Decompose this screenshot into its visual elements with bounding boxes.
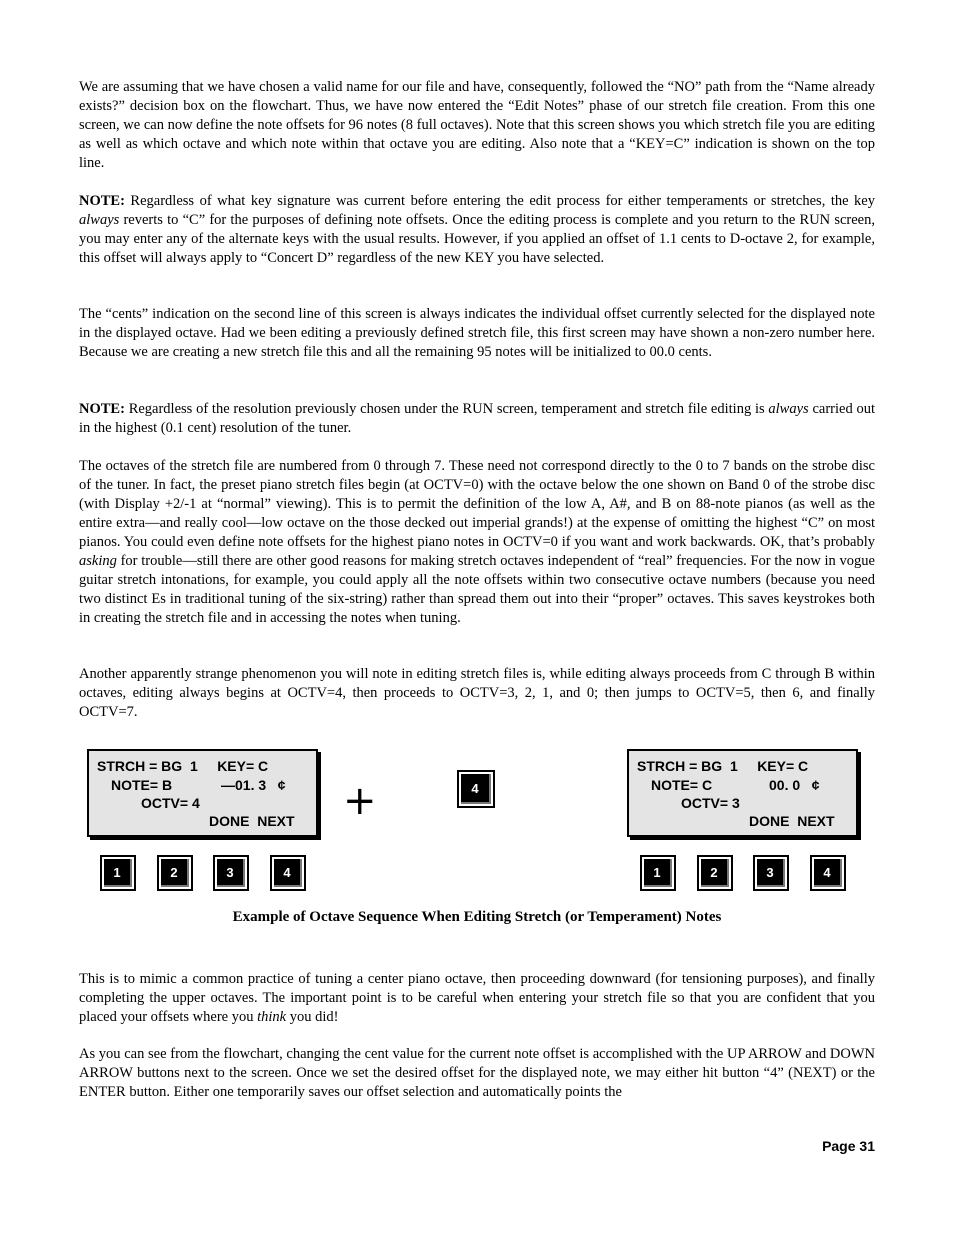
note-text: Regardless of what key signature was current before entering the edit process for either temperaments or stretches, the key xyxy=(124,193,875,209)
lcd-screen-right xyxy=(627,749,858,837)
note-text: carried out in the highest (0.1 cent) resolution of the tuner. xyxy=(79,401,875,436)
paragraph-note-key-reverts xyxy=(79,192,875,268)
key-4-left[interactable] xyxy=(270,855,306,891)
lcd-cents-value: 00. 0 ¢ xyxy=(769,777,820,793)
emphasis: always xyxy=(79,212,120,228)
lcd-soft-labels: DONE NEXT xyxy=(749,813,835,829)
body-text: This is to mimic a common practice of tuning a center piano octave, then proceeding downward (for tensioning purposes), and finally completing the upper octaves. The important point is to be careful when entering your stretch file so that you are confident that you placed your offsets where you xyxy=(79,971,875,1025)
figure-caption: Example of Octave Sequence When Editing Stretch (or Temperament) Notes xyxy=(232,909,722,925)
paragraph-edit-order: Another apparently strange phenomenon you will note in editing stretch files is, while editing always proceeds from C through B within octaves, editing always begins at OCTV=4, then proceeds to OCTV=3, 2, 1, and 0; then jumps to OCTV=5, then 6, and finally OCTV=7. xyxy=(79,666,875,720)
emphasis: asking xyxy=(79,553,117,569)
key-3-left[interactable] xyxy=(213,855,249,891)
key-2-left[interactable] xyxy=(157,855,193,891)
emphasis: think xyxy=(257,1009,287,1025)
paragraph-cents-indication: The “cents” indication on the second line of this screen is always indicates the individual offset currently selected for the displayed note in the displayed octave. Had we been editing a previously defined stretch file, this first screen may have shown a non-zero number here. Because we are creating a new stretch file this and all the remaining 95 notes will be initialized to 00.0 cents. xyxy=(79,306,875,360)
note-text: reverts to “C” for the purposes of defining note offsets. Once the editing process is complete and you return to the RUN screen, you may enter any of the alternate keys with the usual results. However, if you applied an offset of 1.1 cents to D-octave 2, for example, this offset will always apply to “Concert D” regardless of the new KEY you have selected. xyxy=(79,212,875,266)
lcd-line-1: STRCH = BG 1 KEY= C xyxy=(637,758,809,774)
note-text: Regardless of the resolution previously chosen under the RUN screen, temperament and stretch file editing is xyxy=(124,401,769,417)
key-1-left[interactable] xyxy=(100,855,136,891)
key-label: 4 xyxy=(274,859,302,887)
paragraph-octave-numbering xyxy=(79,457,875,628)
key-label: 2 xyxy=(161,859,189,887)
paragraph-mimic-practice xyxy=(79,970,875,1027)
lcd-cents-value: —01. 3 ¢ xyxy=(221,777,286,793)
lcd-note-label: NOTE= B xyxy=(111,777,173,793)
key-label: 1 xyxy=(644,859,672,887)
paragraph-edit-notes-intro: We are assuming that we have chosen a valid name for our file and have, consequently, followed the “NO” path from the “Name already exists?” decision box on the flowchart. Thus, we have now entered the “Edit Notes” phase of our stretch file creation. From this one screen, we can now define the note offsets for 96 notes (8 full octaves). Note that this screen shows you which stretch file you are editing as well as which octave and which note within that octave you are editing. Also note that a “KEY=C” indication is shown on the top line. xyxy=(79,79,875,171)
body-text: you did! xyxy=(286,1009,339,1025)
body-text: The octaves of the stretch file are numbered from 0 through 7. These need not correspond directly to the 0 to 7 bands on the strobe disc of the tuner. In fact, the preset piano stretch files begin (at OCTV=0) with the octave below the one shown on Band 0 of the strobe disc (with Display +2/-1 at “normal” viewing). This is to permit the definition of the low A, A#, and B on 88-note pianos (as well as the entire extra—and really cool—low octave on the those decked out imperial grands!) at the expense of omitting the highest “C” on most pianos. You could even define note offsets for the highest piano notes in OCTV=0 if you want and work backwards. OK, that’s probably xyxy=(79,458,875,550)
key-3-right[interactable] xyxy=(753,855,789,891)
key-4-pressed[interactable] xyxy=(457,770,495,808)
lcd-line-1: STRCH = BG 1 KEY= C xyxy=(97,758,269,774)
paragraph-note-resolution xyxy=(79,400,875,438)
key-4-right[interactable] xyxy=(810,855,846,891)
plus-sign: + xyxy=(343,778,377,824)
key-2-right[interactable] xyxy=(697,855,733,891)
lcd-screen-left xyxy=(87,749,318,837)
key-label: 4 xyxy=(814,859,842,887)
key-label: 3 xyxy=(217,859,245,887)
lcd-note-label: NOTE= C xyxy=(651,777,713,793)
body-text: for trouble—still there are other good reasons for making stretch octaves independent of “real” frequencies. For the now in vogue guitar stretch intonations, for example, you could apply all the note offsets within two consecutive octave numbers (because you need two distinct Es in traditional tuning of the six-string) rather than spread them out into their “proper” octaves. This saves keystrokes both in creating the stretch file and in accessing the notes when tuning. xyxy=(79,553,875,626)
key-label: 3 xyxy=(757,859,785,887)
note-label: NOTE: xyxy=(79,193,125,209)
key-label: 1 xyxy=(104,859,132,887)
key-label: 2 xyxy=(701,859,729,887)
lcd-soft-labels: DONE NEXT xyxy=(209,813,295,829)
lcd-octave-label: OCTV= 4 xyxy=(141,795,200,811)
note-label: NOTE: xyxy=(79,401,125,417)
key-label: 4 xyxy=(461,774,491,804)
emphasis: always xyxy=(768,401,809,417)
page-number: Page 31 xyxy=(822,1138,875,1154)
paragraph-arrow-buttons: As you can see from the flowchart, changing the cent value for the current note offset is accomplished with the UP ARROW and DOWN ARROW buttons next to the screen. Once we set the desired offset for the displayed note, we may either hit button “4” (NEXT) or the ENTER button. Either one temporarily saves our offset selection and automatically points the xyxy=(79,1046,875,1100)
key-1-right[interactable] xyxy=(640,855,676,891)
lcd-octave-label: OCTV= 3 xyxy=(681,795,740,811)
